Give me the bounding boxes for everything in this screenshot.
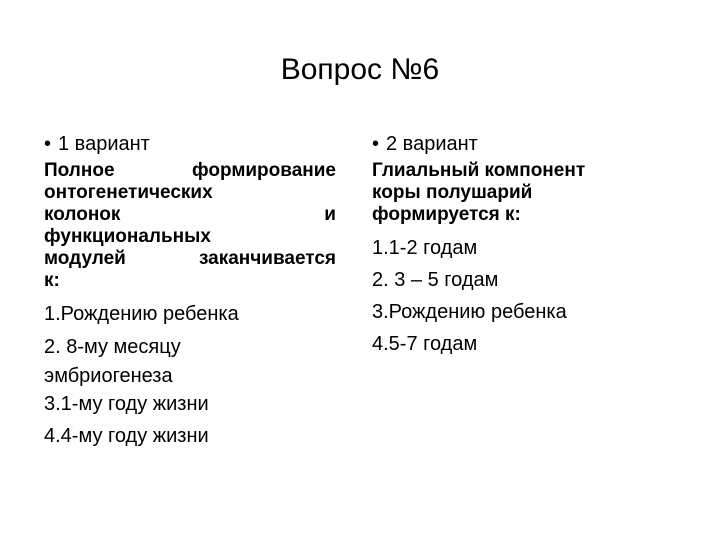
question-line: Глиальный компонент	[372, 160, 586, 181]
question-line: формируется к:	[372, 204, 521, 225]
variant-2-label: 2 вариант	[386, 133, 478, 155]
question-line: к:	[44, 270, 60, 291]
answer-option: 2. 3 – 5 годам	[372, 269, 499, 291]
question-line: функциональных	[44, 226, 211, 247]
answer-option: 2. 8-му месяцу	[44, 336, 181, 358]
answer-option: 4.4-му году жизни	[44, 425, 209, 447]
bullet-icon: •	[44, 133, 52, 155]
answer-option: 1.1-2 годам	[372, 237, 478, 259]
variant-1-heading	[44, 130, 336, 159]
answer-option: 1.Рождению ребенка	[44, 303, 239, 325]
question-line: онтогенетических	[44, 182, 213, 203]
variant-1-question	[44, 160, 336, 292]
question-line: колонок и	[44, 204, 336, 225]
slide-title: Вопрос №6	[280, 53, 440, 86]
question-line: Полное формирование	[44, 160, 336, 181]
variant-1-label: 1 вариант	[58, 133, 150, 155]
answer-option: эмбриогенеза	[44, 365, 173, 387]
bullet-icon: •	[372, 133, 380, 155]
variant-2-column	[372, 130, 652, 360]
answer-option: 3.Рождению ребенка	[372, 301, 567, 323]
variant-1-column	[44, 130, 336, 452]
variant-2-heading	[372, 130, 652, 159]
question-line: коры полушарий	[372, 182, 533, 203]
answer-option: 4.5-7 годам	[372, 333, 478, 355]
variant-2-question	[372, 160, 652, 226]
answer-option: 3.1-му году жизни	[44, 393, 209, 415]
question-line: модулей заканчивается	[44, 248, 336, 269]
